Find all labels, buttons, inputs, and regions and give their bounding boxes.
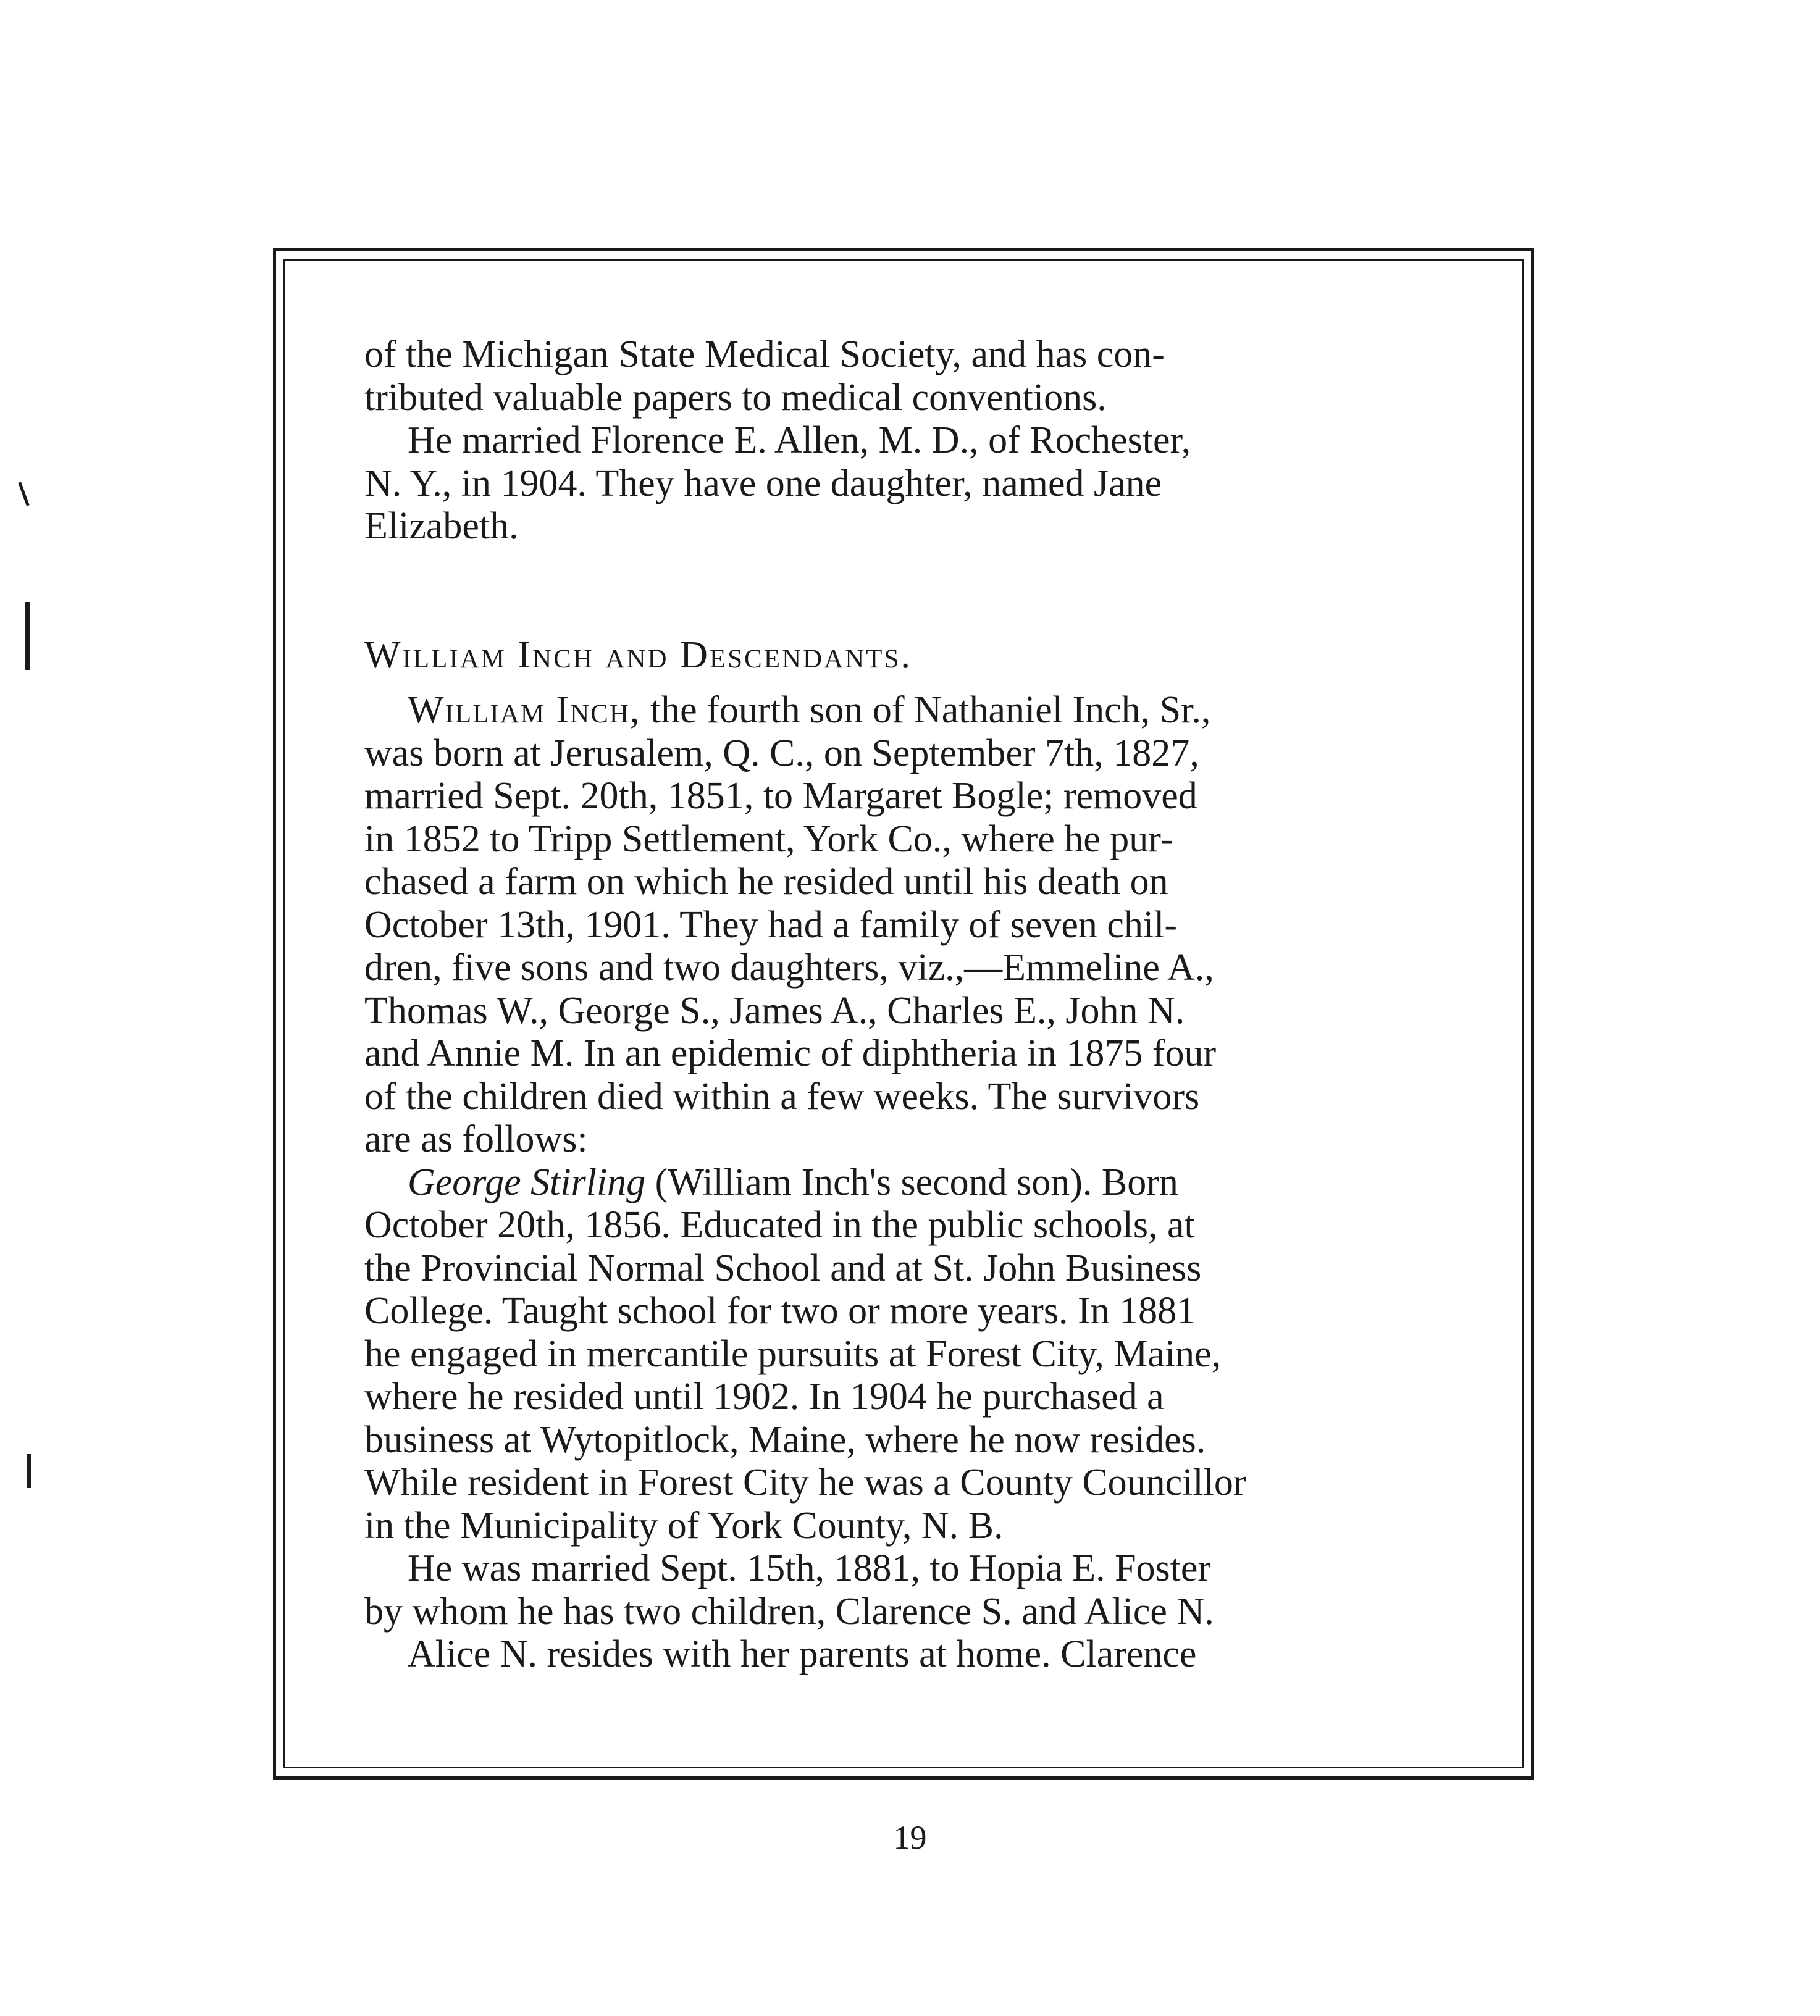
text-line bbox=[364, 333, 1451, 377]
text-line-content: by whom he has two children, Clarence S. and Alice N. bbox=[364, 1590, 1214, 1633]
margin-scan-mark-2 bbox=[25, 602, 30, 670]
text-line-content: where he resided until 1902. In 1904 he purchased a bbox=[364, 1376, 1164, 1418]
text-line-content: dren, five sons and two daughters, viz.,—Emmeline A., bbox=[364, 947, 1214, 989]
paragraph-lead bbox=[408, 1161, 1178, 1205]
text-line bbox=[364, 990, 1451, 1033]
text-line-content: Alice N. resides with her parents at home. Clarence bbox=[408, 1633, 1197, 1675]
text-line bbox=[364, 419, 1451, 462]
text-line bbox=[364, 1591, 1451, 1634]
person-name: William Inch, bbox=[408, 689, 641, 731]
person-name: George Stirling bbox=[408, 1161, 646, 1203]
section-heading bbox=[364, 634, 1451, 677]
text-line bbox=[364, 1247, 1451, 1290]
text-line bbox=[364, 1032, 1451, 1076]
text-line-content: was born at Jerusalem, Q. C., on September 7th, 1827, bbox=[364, 732, 1199, 774]
margin-scan-mark-1 bbox=[18, 482, 29, 506]
text-line-content: he engaged in mercantile pursuits at Forest City, Maine, bbox=[364, 1332, 1222, 1375]
text-line-content: of the Michigan State Medical Society, and has con- bbox=[364, 333, 1165, 375]
text-line bbox=[364, 904, 1451, 947]
text-line bbox=[364, 377, 1451, 420]
text-line-content: in 1852 to Tripp Settlement, York Co., where he pur- bbox=[364, 818, 1173, 860]
text-line-content: He married Florence E. Allen, M. D., of Rochester, bbox=[408, 419, 1191, 461]
text-line bbox=[364, 775, 1451, 818]
text-line-content: business at Wytopitlock, Maine, where he now resides. bbox=[364, 1418, 1206, 1461]
text-line bbox=[364, 1419, 1451, 1462]
text-line-content: Elizabeth. bbox=[364, 505, 519, 547]
text-line bbox=[364, 1161, 1451, 1205]
text-line bbox=[364, 1076, 1451, 1119]
text-line-content: tributed valuable papers to medical conventions. bbox=[364, 376, 1107, 419]
text-line bbox=[364, 947, 1451, 990]
text-line bbox=[364, 1290, 1451, 1333]
page-body bbox=[364, 333, 1451, 1676]
text-line-content: N. Y., in 1904. They have one daughter, named Jane bbox=[364, 462, 1162, 504]
text-line-content: in the Municipality of York County, N. B. bbox=[364, 1504, 1004, 1547]
text-line-content: married Sept. 20th, 1851, to Margaret Bogle; removed bbox=[364, 775, 1197, 817]
text-line bbox=[364, 1376, 1451, 1419]
text-line bbox=[364, 505, 1451, 548]
text-line-content: October 20th, 1856. Educated in the public schools, at bbox=[364, 1204, 1195, 1246]
text-line-content: He was married Sept. 15th, 1881, to Hopia E. Foster bbox=[408, 1547, 1211, 1589]
margin-scan-mark-3 bbox=[27, 1454, 31, 1488]
text-line bbox=[364, 1633, 1451, 1676]
text-line bbox=[364, 1204, 1451, 1247]
section-heading-text: William Inch and Descendants. bbox=[364, 634, 912, 676]
text-line-content: College. Taught school for two or more years. In 1881 bbox=[364, 1290, 1196, 1332]
text-line-content: of the children died within a few weeks. The survivors bbox=[364, 1075, 1200, 1118]
text-line bbox=[364, 861, 1451, 904]
text-line-content: chased a farm on which he resided until his death on bbox=[364, 861, 1168, 903]
text-line-content: While resident in Forest City he was a County Councillor bbox=[364, 1462, 1246, 1504]
text-line-content: (William Inch's second son). Born bbox=[655, 1161, 1178, 1203]
text-line bbox=[364, 1547, 1451, 1591]
text-line-content: the fourth son of Nathaniel Inch, Sr., bbox=[650, 689, 1211, 731]
text-line bbox=[364, 1333, 1451, 1376]
text-line bbox=[364, 689, 1451, 732]
page-number: 19 bbox=[893, 1819, 927, 1856]
text-line bbox=[364, 462, 1451, 506]
text-line bbox=[364, 1505, 1451, 1548]
text-line-content: Thomas W., George S., James A., Charles E., John N. bbox=[364, 989, 1185, 1032]
text-line bbox=[364, 1118, 1451, 1161]
text-line-content: the Provincial Normal School and at St. John Business bbox=[364, 1247, 1202, 1289]
paragraph-lead bbox=[408, 689, 1210, 732]
text-line-content: and Annie M. In an epidemic of diphtheria in 1875 four bbox=[364, 1032, 1217, 1074]
text-line bbox=[364, 732, 1451, 776]
text-line-content: are as follows: bbox=[364, 1118, 588, 1160]
text-line-content: October 13th, 1901. They had a family of seven chil- bbox=[364, 903, 1177, 946]
text-line bbox=[364, 1462, 1451, 1505]
text-line bbox=[364, 818, 1451, 861]
